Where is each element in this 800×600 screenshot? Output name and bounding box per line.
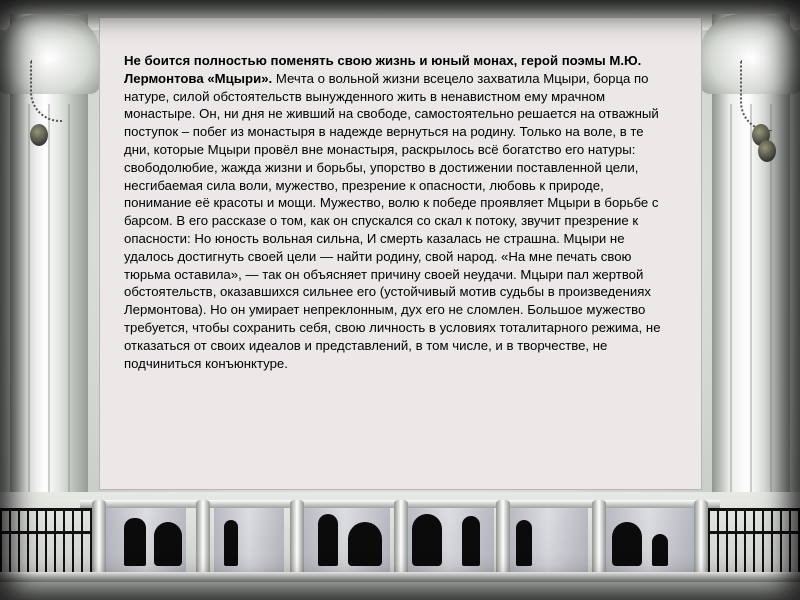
silhouette-figure bbox=[652, 534, 668, 566]
silhouette-figure bbox=[224, 520, 238, 566]
rail-bottom bbox=[0, 572, 800, 582]
medallion-icon bbox=[30, 124, 48, 146]
silhouette-figure bbox=[516, 520, 532, 566]
column-flute bbox=[730, 104, 732, 494]
text-panel bbox=[99, 17, 702, 490]
column-flute bbox=[750, 104, 752, 494]
silhouette-figure bbox=[124, 518, 146, 566]
baluster-post bbox=[92, 500, 106, 576]
slide-text bbox=[124, 52, 672, 372]
silhouette-figure bbox=[412, 514, 442, 566]
body-text: Мечта о вольной жизни всецело захватила Мцыри, борца по натуре, силой обстоятельств вынужденного жить в ненавистном ему мрачном монастыре. Он, ни дня не живший на свободе, самостоятельно решается на отважный поступок – побег из монастыря в надежде вернуться на родину. Только на воле, в те дни, которые Мцыри провёл вне монастыря, раскрылось всё богатство его натуры: свободолюбие, жажда жизни и борьбы, упорство в достижении поставленной цели, несгибаемая сила воли, мужество, презрение к опасности, любовь к природе, понимание её красоты и мощи. Мужество, волю к победе проявляет Мцыри в борьбе с барсом. В его рассказе о том, как он спускался со скал к потоку, звучит презрение к опасности: Но юность вольная сильна, И смерть казалась не страшна. Мцыри не удалось достигнуть своей цели — найти родину, свой народ. «На мне печать свою тюрьма оставила», — так он объясняет причину своей неудачи. Мцыри пал жертвой обстоятельств, оказавшихся сильнее его (устойчивый мотив судьбы в произведениях Лермонтова). Но он умирает непреклонным, дух его не сломлен. Большое мужество требуется, чтобы сохранить себя, свою личность в условиях тоталитарного режима, не отказаться от своих идеалов и представлений, в том числе, и в творчестве, не подчиниться конъюнктуре. bbox=[124, 70, 661, 371]
baluster-post bbox=[196, 500, 210, 576]
baluster-post bbox=[290, 500, 304, 576]
baluster-post bbox=[496, 500, 510, 576]
silhouette-figure bbox=[318, 514, 338, 566]
baluster-post bbox=[592, 500, 606, 576]
iron-fence-right bbox=[708, 508, 800, 580]
silhouette-figure bbox=[348, 522, 382, 566]
column-flute bbox=[48, 104, 50, 494]
medallion-icon bbox=[758, 140, 776, 162]
baluster-post bbox=[394, 500, 408, 576]
silhouette-figure bbox=[462, 516, 480, 566]
baluster-post bbox=[694, 500, 708, 576]
column-flute bbox=[28, 104, 30, 494]
lead-sentence: Не боится полностью поменять свою жизнь и юный монах, герой поэмы М.Ю. Лермонтова «Мцыри». bbox=[124, 53, 642, 86]
iron-fence-left bbox=[0, 508, 92, 580]
column-flute bbox=[68, 104, 70, 494]
column-flute bbox=[770, 104, 772, 494]
silhouette-figure bbox=[154, 522, 182, 566]
silhouette-figure bbox=[612, 522, 642, 566]
